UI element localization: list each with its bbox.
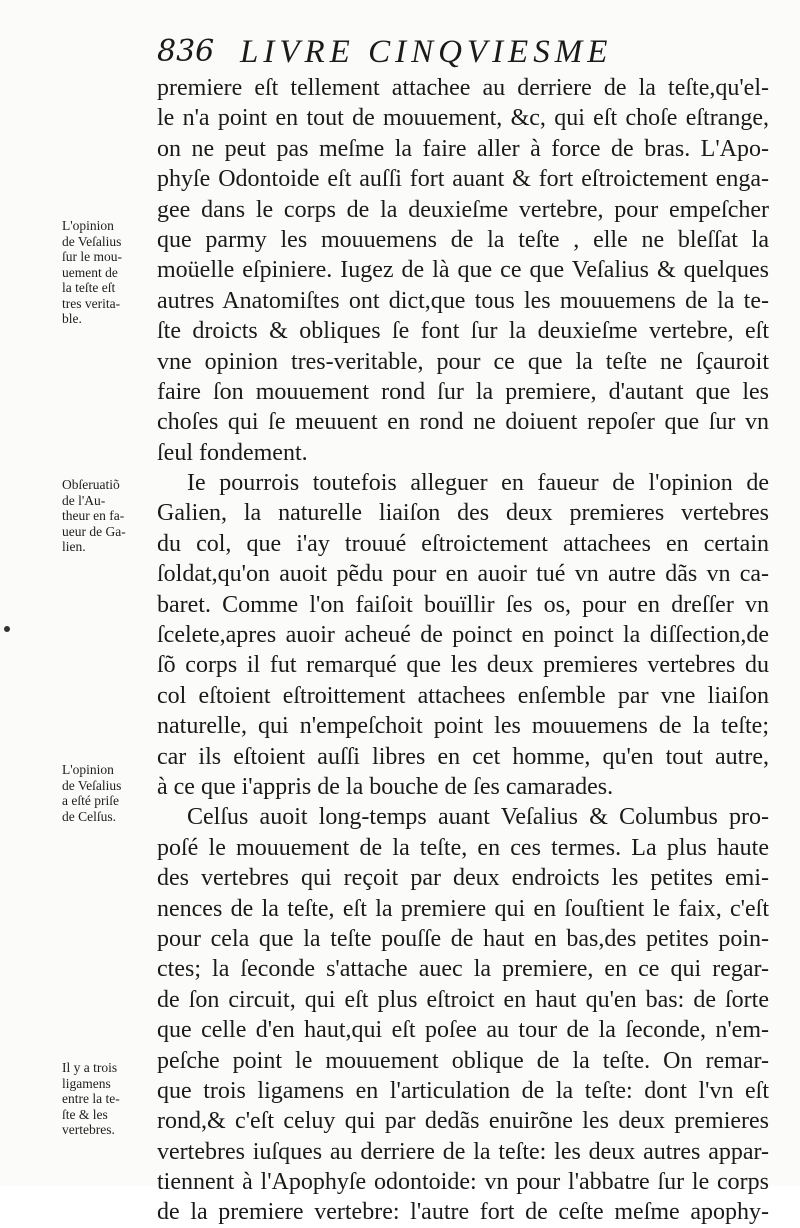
margin-note-line: lien. [62,539,86,554]
text-line: rond,& c'eſt celuy qui par dedãs enuirõne les deux premieres [157,1108,769,1135]
margin-note-line: de Veſalius [62,777,122,793]
body-text [157,73,772,1228]
text-line: on ne peut pas meſme la faire aller à force de bras. L'Apo- [157,135,769,162]
page-number: 836 [157,34,215,69]
text-line: de ſon circuit, qui eſt plus eſtroict en haut qu'en bas: de ſorte [157,986,769,1013]
margin-note-line: de Celſus. [62,808,116,824]
margin-note-line: Obſeruatiõ [62,477,120,492]
paragraph-start-line: Celſus auoit long-temps auant Veſalius & Columbus pro- [187,804,769,831]
text-line: que celle d'en haut,qui eſt poſee au tour de la ſeconde, n'em- [157,1017,769,1044]
text-line: ſõ corps il fut remarqué que les deux premieres vertebres du [157,652,769,679]
margin-note-line: de l'Au- [62,492,106,508]
text-line: nences de la teſte, eſt la premiere qui en ſouſtient le faix, c'eſt [157,895,769,922]
paragraph-start-line: Ie pourrois toutefois alleguer en faueur de l'opinion de [187,470,769,497]
text-line: ſte droicts & obliques ſe font ſur la deuxieſme vertebre, eſt [157,318,769,345]
text-line: que trois ligamens en l'articulation de la teſte: dont l'vn eſt [157,1077,769,1104]
margin-note-line: de Veſalius [62,233,122,249]
margin-note-line: tres verita- [62,295,121,311]
margin-note-line: L'opinion [62,218,114,233]
text-line: du col, que i'ay trouué eſtroictement attachees en certain [157,530,769,557]
text-line: à ce que i'appris de la bouche de ſes camarades. [157,773,614,800]
page-header [0,30,800,74]
running-head: LIVRE CINQVIESME [240,34,613,70]
text-line: Galien, la naturelle liaiſon des deux premieres vertebres [157,500,769,527]
text-line: ſeul fondement. [157,439,308,466]
text-line: tiennent à l'Apophyſe odontoide: vn pour l'abbatre ſur le corps [157,1169,769,1196]
margin-note [62,1060,156,1138]
text-line: premiere eſt tellement attachee au derriere de la teſte,qu'el- [157,75,769,101]
margin-note-line: a eſté priſe [62,793,119,808]
margin-note-line: L'opinion [62,762,114,777]
margin-note-line: entre la te- [62,1091,120,1106]
text-line: de la premiere vertebre: l'autre fort de ceſte meſme apophy- [157,1199,769,1226]
margin-note-line: la teſte eſt [62,280,116,295]
margin-note-line: vertebres. [62,1122,115,1137]
text-line: moüelle eſpiniere. Iugez de là que ce que Veſalius & quelques [157,257,769,284]
margin-note-line: ble. [62,311,82,326]
margin-note-line: ſte & les [62,1106,108,1122]
text-line: des vertebres qui reçoit par deux endroicts les petites emi- [157,865,769,892]
text-line: ſoldat,qu'on auoit pẽdu pour en auoir tué vn autre dãs vn ca- [157,561,769,588]
text-line: baret. Comme l'on faiſoit bouïllir ſes os, pour en dreſſer vn [157,591,769,618]
margin-note-line: ligamens [62,1075,111,1091]
margin-note [62,218,156,327]
text-line: le n'a point en tout de mouuement, &c, qui eſt choſe eſtrange, [157,105,769,132]
text-line: autres Anatomiſtes ont dict,que tous les mouuemens de la te- [157,287,769,314]
margin-note-line: ſur le mou- [62,249,122,264]
text-line: vne opinion tres-veritable, pour ce que la teſte ne ſçauroit [157,348,769,375]
margin-note-line: uement de [62,264,118,280]
margin-note [62,762,156,824]
text-line: pour cela que la teſte pouſſe de haut en bas,des petites poin- [157,925,769,952]
margin-note-line: ueur de Ga- [62,523,126,539]
text-line: peſche point le mouuement oblique de la teſte. On remar- [157,1047,769,1074]
text-line: faire ſon mouuement rond ſur la premiere, d'autant que les [157,378,769,405]
print-speck [4,626,10,632]
text-line: phyſe Odontoide eſt auſſi fort auant & fort eſtroictement enga- [157,166,769,193]
text-line: gee dans le corps de la deuxieſme vertebre, pour empeſcher [157,196,769,223]
text-line: choſes qui ſe meuuent en rond ne doiuent repoſer que ſur vn [157,409,769,436]
text-line: col eſtoient eſtroittement attachees enſemble par vne liaiſon [157,682,769,709]
text-line: ctes; la ſeconde s'attache auec la premiere, en ce qui regar- [157,956,769,983]
text-line: car ils eſtoient auſſi libres en cet homme, qu'en tout autre, [157,743,769,770]
margin-note-line: theur en fa- [62,508,125,523]
text-line: naturelle, qui n'empeſchoit point les mouuemens de la teſte; [157,713,769,740]
margin-note-line: Il y a trois [62,1060,118,1075]
margin-note [62,477,156,555]
text-line: ſcelete,apres auoir acheué de poinct en poinct la diſſection,de [157,622,769,649]
text-line: que parmy les mouuemens de la teſte , elle ne bleſſat la [157,226,769,253]
text-line: poſé le mouuement de la teſte, en ces termes. La plus haute [157,834,769,861]
text-line: vertebres iuſques au derriere de la teſte: les deux autres appar- [157,1138,769,1165]
